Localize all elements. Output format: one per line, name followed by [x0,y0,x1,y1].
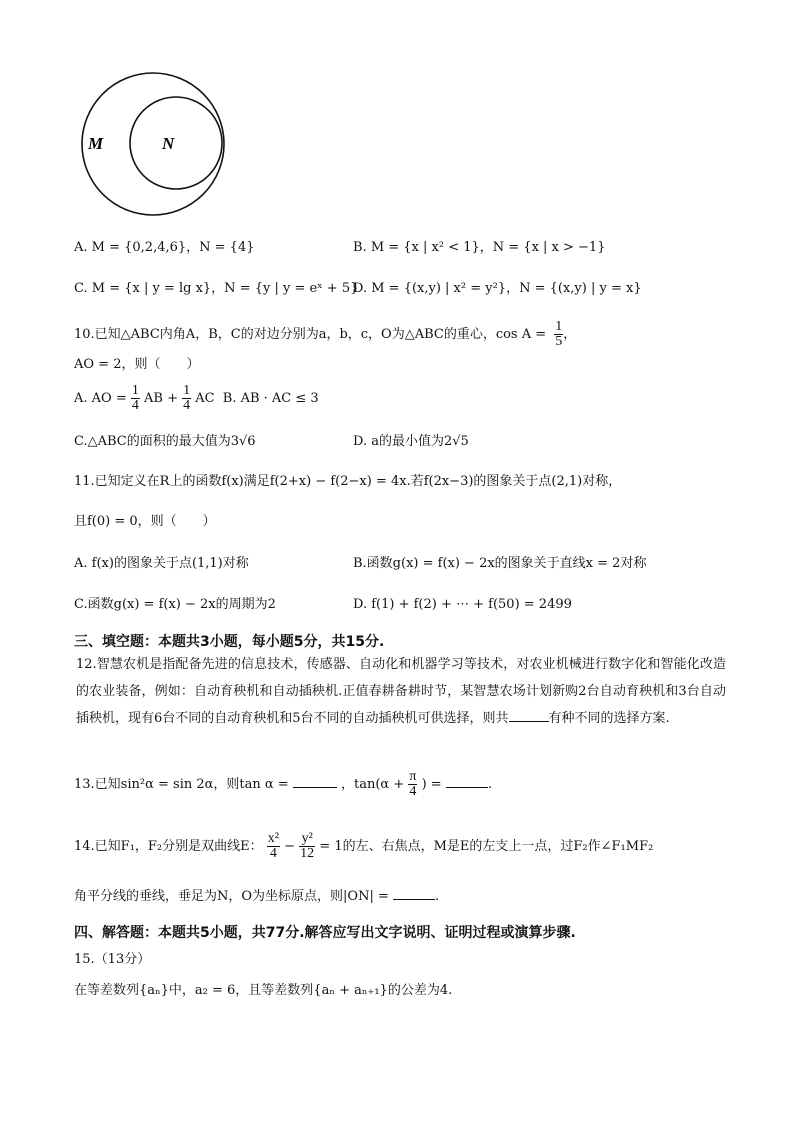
q14-f2-num: y² [299,832,315,847]
q13-answer-blank-2[interactable] [446,775,488,788]
q14-fraction-x [267,832,280,861]
q10-option-c: C.△ABC的面积的最大值为3√6 [74,434,256,449]
q10-cos-fraction [554,320,563,349]
q12-text-before: 12.智慧农机是指配备先进的信息技术，传感器、自动化和机器学习等技术，对农业机械进行数字化和智能化改造的农业装备，例如：自动育秧机和自动插秧机.正值春耕备耕时节，某智慧农场计划新购2台自动育秧机和3台自动插秧机，现有6台不同的自动育秧机和5台不同的自动插秧机可供选择，则共 [76,657,726,726]
q9-option-d: D. M = {(x,y) | x² = y²}，N = {(x,y) | y = x} [353,281,642,296]
q13-pi-den: 4 [409,784,417,799]
q12-paragraph [76,651,726,732]
section-3-heading: 三、填空题：本题共3小题，每小题5分，共15分. [74,634,385,650]
venn-diagram [70,72,236,216]
q10-a-f2-num: 1 [183,383,191,398]
q10-a-vector-ac: AC [195,391,215,406]
q14-fraction-y [299,832,315,861]
q11-option-a: A. f(x)的图象关于点(1,1)对称 [74,556,249,571]
q15-text: 在等差数列{aₙ}中，a₂ = 6，且等差数列{aₙ + aₙ₊₁}的公差为4. [74,983,453,998]
q14-f1-num: x² [267,831,279,846]
q11-stem-line1: 11.已知定义在R上的函数f(x)满足f(2+x) − f(2−x) = 4x.若f(2x−3)的图象关于点(2,1)对称， [74,474,622,489]
q14-line2: 角平分线的垂线，垂足为N，O为坐标原点，则|ON| = . [74,889,440,904]
q14-part1: 14.已知F₁，F₂分别是双曲线E： [74,839,263,854]
q12-answer-blank[interactable] [509,709,549,722]
q10-stem-text: 10.已知△ABC内角A，B，C的对边分别为a，b，c，O为△ABC的重心，cos A = [74,327,547,342]
q10-stem: 10.已知△ABC内角A，B，C的对边分别为a，b，c，O为△ABC的重心，cos A = $\frac{1}{5}$ ， [74,319,577,349]
inner-circle-N [130,97,222,189]
q14-f2-den: 12 [300,846,315,861]
q10-a-fraction-1 [131,384,140,413]
q14-part2: = 1的左、右焦点，M是E的左支上一点，过F₂作∠F₁MF₂ [319,839,654,854]
q10-cos-denominator: 5 [555,334,563,349]
q11-stem-line2: 且f(0) = 0，则（ ） [74,514,216,529]
q13-part1: 13.已知sin²α = sin 2α，则tan α = [74,777,289,792]
q9-option-b: B. M = {x | x² < 1}，N = {x | x > −1} [353,240,606,255]
q14-f1-den: 4 [269,846,277,861]
q9-option-c: C. M = {x | y = lg x}，N = {y | y = eˣ + 5} [74,281,359,296]
q10-a-fraction-2 [182,384,191,413]
q13-pi-num: π [409,769,417,784]
venn-label-M: M [88,134,104,153]
q10-a-f1-den: 4 [131,398,139,413]
q10-a-vector-ab: AB + [144,391,178,406]
q10-option-a [74,384,319,413]
q13-answer-blank-1[interactable] [293,775,337,788]
q10-option-a-label: A. AO = [74,391,127,406]
section-4-heading: 四、解答题：本题共5小题，共77分.解答应写出文字说明、证明过程或演算步骤. [74,925,576,941]
venn-label-N: N [162,134,175,153]
q9-option-a: A. M = {0,2,4,6}，N = {4} [74,240,255,255]
q10-a-f1-num: 1 [131,383,139,398]
q15-header: 15.（13分） [74,952,151,967]
q13-line: 13.已知sin²α = sin 2α，则tan α = ，tan(α + $\frac{\pi}{4}$ ) = . [74,769,492,799]
q14-answer-blank[interactable] [393,887,435,900]
q11-option-b: B.函数g(x) = f(x) − 2x的图象关于直线x = 2对称 [353,556,647,571]
outer-circle-M [82,73,224,215]
q10-stem-line2: AO = 2，则（ ） [74,357,200,372]
q13-pi-fraction [408,770,417,799]
q10-option-d: D. a的最小值为2√5 [353,434,469,449]
q13-part2: ，tan(α + [340,777,405,792]
q10-cos-numerator: 1 [555,319,563,334]
q13-part3: ) = [421,777,442,792]
q14-line2-text: 角平分线的垂线，垂足为N，O为坐标原点，则|ON| = [74,889,389,904]
q10-a-f2-den: 4 [183,398,191,413]
q12-text-after: 有种不同的选择方案. [548,711,670,726]
q14-minus: − [284,839,296,854]
q11-option-d: D. f(1) + f(2) + ⋯ + f(50) = 2499 [353,597,572,612]
q11-option-c: C.函数g(x) = f(x) − 2x的周期为2 [74,597,276,612]
q10-option-b: B. AB · AC ≤ 3 [222,391,319,406]
q14-line1 [74,832,653,861]
